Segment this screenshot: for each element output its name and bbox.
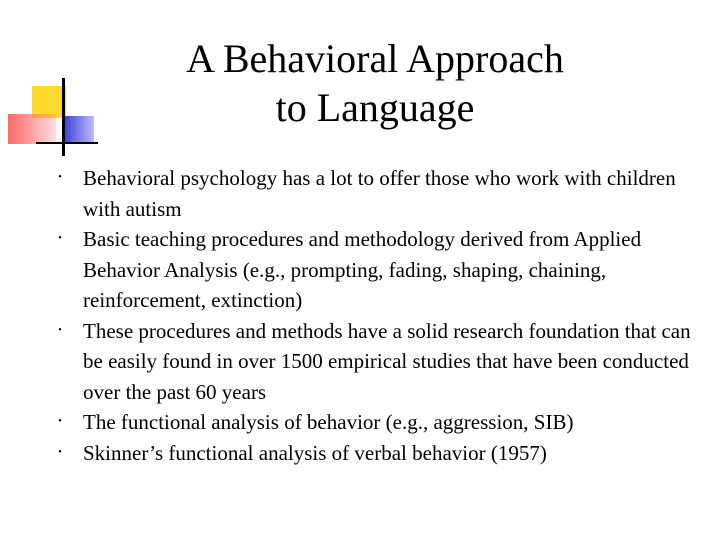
bullet-text: These procedures and methods have a solid research foundation that can be easily found in over 1500 empirical studies that have been conducted over the past 60 years [83, 318, 691, 404]
slide-title [110, 34, 640, 132]
logo-vertical-line [62, 78, 65, 156]
logo-red-square [8, 114, 56, 144]
decorative-logo [0, 0, 110, 170]
bullet-item [54, 163, 704, 224]
slide-title-line-2: to Language [275, 85, 475, 130]
bullet-dot-icon: • [58, 172, 62, 183]
bullet-text: Basic teaching procedures and methodology derived from Applied Behavior Analysis (e.g., prompting, fading, shaping, chaining, reinforcement, extinction) [83, 227, 642, 312]
bullet-list [54, 163, 704, 468]
bullet-text: The functional analysis of behavior (e.g., aggression, SIB) [83, 410, 574, 434]
logo-horizontal-line [36, 142, 98, 144]
bullet-text: Skinner’s functional analysis of verbal behavior (1957) [83, 440, 547, 465]
bullet-dot-icon: • [58, 233, 62, 244]
bullet-dot-icon: • [58, 446, 62, 458]
bullet-dot-icon: • [58, 416, 62, 427]
bullet-item [54, 407, 704, 438]
slide-title-line-1: A Behavioral Approach [186, 36, 564, 81]
bullet-text: Behavioral psychology has a lot to offer those who work with children with autism [83, 166, 676, 221]
bullet-dot-icon: • [58, 324, 62, 336]
bullet-item [54, 224, 704, 316]
bullet-item [54, 316, 704, 408]
bullet-item [54, 438, 704, 469]
logo-blue-square [64, 116, 94, 144]
